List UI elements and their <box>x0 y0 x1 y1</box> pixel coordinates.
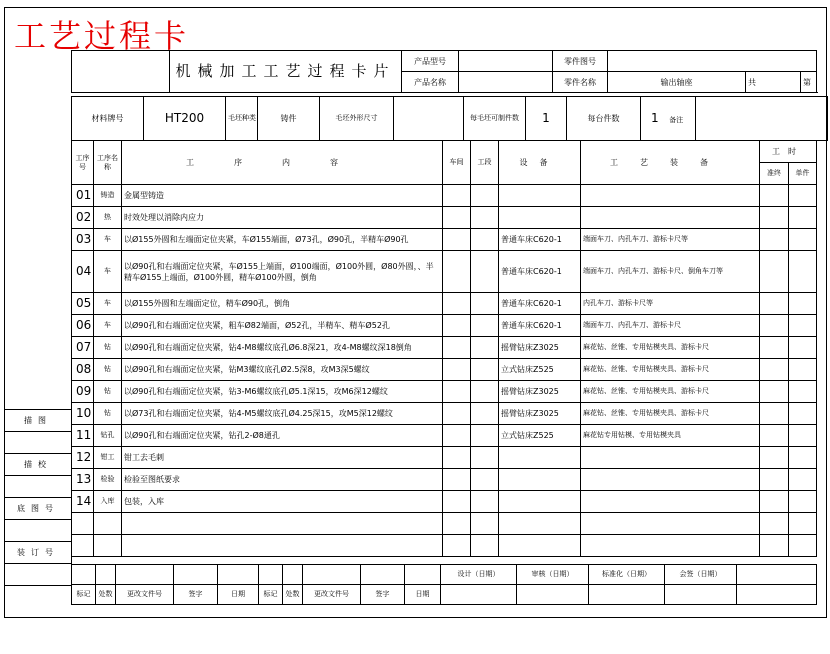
op-workshop <box>443 337 471 359</box>
op-number: 08 <box>72 359 94 381</box>
op-tooling: 端面车刀、内孔车刀、游标卡尺 <box>581 315 760 337</box>
op-tooling: 麻花钻、丝锥、专用钻模夹具、游标卡尺 <box>581 403 760 425</box>
footer-empty <box>96 565 116 585</box>
table-row <box>72 207 817 229</box>
op-content: 以Ø90孔和右端面定位夹紧，车Ø155上端面，Ø100端面，Ø100外圆，Ø80外圆，、半精车Ø155上端面，Ø100外圆，精车Ø100外圆，倒角 <box>122 251 443 293</box>
op-unit-time <box>789 251 817 293</box>
col-man-hours-header: 工时 <box>760 141 817 163</box>
empty-cell <box>499 513 581 535</box>
table-row <box>72 491 817 513</box>
standard-label: 标准化（日期） <box>589 565 665 585</box>
op-prep-time <box>760 185 789 207</box>
empty-cell <box>760 535 789 557</box>
op-number: 02 <box>72 207 94 229</box>
op-name: 钳工 <box>94 447 122 469</box>
op-name: 检验 <box>94 469 122 491</box>
left-empty <box>5 432 72 454</box>
table-row <box>72 359 817 381</box>
empty-cell <box>581 513 760 535</box>
footer-empty <box>665 585 737 605</box>
op-equipment: 摇臂钻床Z3025 <box>499 403 581 425</box>
empty-cell <box>499 535 581 557</box>
op-number: 13 <box>72 469 94 491</box>
op-equipment: 普通车床C620-1 <box>499 251 581 293</box>
col-section-header: 工段 <box>471 141 499 185</box>
col-seq-header: 工序号 <box>72 141 94 185</box>
op-workshop <box>443 491 471 513</box>
mark-label-2: 标记 <box>259 585 283 605</box>
op-section <box>471 337 499 359</box>
date-label: 日期 <box>218 585 259 605</box>
footer-empty <box>303 565 361 585</box>
table-row <box>72 469 817 491</box>
op-workshop <box>443 229 471 251</box>
parts-per-unit-label: 每台件数 <box>567 97 641 141</box>
op-tooling: 麻花钻、丝锥、专用钻模夹具、游标卡尺 <box>581 381 760 403</box>
material-row <box>71 96 828 141</box>
op-section <box>471 425 499 447</box>
op-section <box>471 251 499 293</box>
op-section <box>471 403 499 425</box>
parts-per-unit-cell <box>641 97 696 141</box>
col-prep-header: 准终 <box>760 163 789 185</box>
empty-cell <box>72 535 94 557</box>
op-section <box>471 447 499 469</box>
op-content: 钳工去毛刺 <box>122 447 443 469</box>
date-label-2: 日期 <box>405 585 441 605</box>
card-footer <box>71 564 817 605</box>
op-section <box>471 229 499 251</box>
page-heading: 工艺过程卡 <box>14 17 190 55</box>
op-number: 12 <box>72 447 94 469</box>
op-workshop <box>443 425 471 447</box>
part-name-value: 输出轴座 <box>608 72 746 93</box>
op-unit-time <box>789 207 817 229</box>
op-number: 09 <box>72 381 94 403</box>
op-workshop <box>443 381 471 403</box>
op-unit-time <box>789 491 817 513</box>
op-tooling <box>581 207 760 229</box>
op-prep-time <box>760 359 789 381</box>
op-name: 铸造 <box>94 185 122 207</box>
empty-cell <box>443 513 471 535</box>
op-unit-time <box>789 337 817 359</box>
op-section <box>471 381 499 403</box>
op-name: 热 <box>94 207 122 229</box>
footer-empty <box>589 585 665 605</box>
part-drawing-no-label: 零件图号 <box>553 51 608 72</box>
empty-cell <box>443 535 471 557</box>
table-row <box>72 337 817 359</box>
product-name-value <box>459 72 553 93</box>
footer-empty <box>737 585 817 605</box>
op-section <box>471 491 499 513</box>
op-unit-time <box>789 381 817 403</box>
op-name: 车 <box>94 293 122 315</box>
op-unit-time <box>789 315 817 337</box>
op-name: 车 <box>94 315 122 337</box>
table-row <box>72 229 817 251</box>
op-number: 06 <box>72 315 94 337</box>
op-prep-time <box>760 251 789 293</box>
which-label: 第 <box>803 77 811 87</box>
empty-cell <box>581 535 760 557</box>
op-content: 以Ø155外圆和左端面定位，精车Ø90孔，倒角 <box>122 293 443 315</box>
col-workshop-header: 车间 <box>443 141 471 185</box>
sign-label: 会签（日期） <box>665 565 737 585</box>
table-row <box>72 381 817 403</box>
op-equipment: 普通车床C620-1 <box>499 229 581 251</box>
left-signoff-block <box>4 409 72 586</box>
op-unit-time <box>789 447 817 469</box>
op-tooling: 麻花钻专用钻模、专用钻模夹具 <box>581 425 760 447</box>
op-content: 以Ø90孔和右端面定位夹紧，钻M3螺纹底孔Ø2.5深8，攻M3深5螺纹 <box>122 359 443 381</box>
table-row <box>72 447 817 469</box>
op-content: 以Ø73孔和右端面定位夹紧，钻4-M5螺纹底孔Ø4.25深15，攻M5深12螺纹 <box>122 403 443 425</box>
card-title: 机械加工工艺过程卡片 <box>170 51 402 93</box>
operations-body <box>72 185 817 557</box>
footer-empty <box>72 565 96 585</box>
remarks-value <box>696 97 828 141</box>
op-equipment <box>499 469 581 491</box>
footer-empty <box>405 565 441 585</box>
op-prep-time <box>760 425 789 447</box>
op-workshop <box>443 359 471 381</box>
col-name-header: 工序名称 <box>94 141 122 185</box>
footer-empty <box>218 565 259 585</box>
op-unit-time <box>789 185 817 207</box>
op-number: 07 <box>72 337 94 359</box>
op-workshop <box>443 469 471 491</box>
op-number: 03 <box>72 229 94 251</box>
part-drawing-no-value <box>608 51 817 72</box>
op-content: 以Ø90孔和右端面定位夹紧，钻4-M8螺纹底孔Ø6.8深21，攻4-M8螺纹深18倒角 <box>122 337 443 359</box>
op-name: 钻 <box>94 337 122 359</box>
op-prep-time <box>760 469 789 491</box>
op-prep-time <box>760 491 789 513</box>
material-grade-value: HT200 <box>144 97 226 141</box>
blank-type-value: 铸件 <box>258 97 320 141</box>
op-prep-time <box>760 447 789 469</box>
op-unit-time <box>789 293 817 315</box>
op-unit-time <box>789 359 817 381</box>
empty-cell <box>471 513 499 535</box>
col-unit-header: 单件 <box>789 163 817 185</box>
op-tooling <box>581 491 760 513</box>
empty-cell <box>94 513 122 535</box>
footer-empty <box>174 565 218 585</box>
empty-cell <box>789 535 817 557</box>
op-workshop <box>443 251 471 293</box>
blank-type-label: 毛坯种类 <box>226 97 258 141</box>
op-number: 10 <box>72 403 94 425</box>
op-prep-time <box>760 315 789 337</box>
op-equipment: 普通车床C620-1 <box>499 293 581 315</box>
op-workshop <box>443 185 471 207</box>
op-content: 金属型铸造 <box>122 185 443 207</box>
op-workshop <box>443 447 471 469</box>
op-number: 14 <box>72 491 94 513</box>
op-name: 车 <box>94 229 122 251</box>
op-equipment <box>499 207 581 229</box>
op-unit-time <box>789 403 817 425</box>
empty-cell <box>471 535 499 557</box>
table-row <box>72 185 817 207</box>
op-number: 05 <box>72 293 94 315</box>
col-content-header: 工序内容 <box>122 141 443 185</box>
empty-cell <box>122 513 443 535</box>
op-content: 检验至图纸要求 <box>122 469 443 491</box>
op-content: 以Ø90孔和右端面定位夹紧，钻3-M6螺纹底孔Ø5.1深15，攻M6深12螺纹 <box>122 381 443 403</box>
table-row <box>72 293 817 315</box>
footer-empty <box>441 585 517 605</box>
header-blank <box>72 51 170 93</box>
op-equipment <box>499 491 581 513</box>
op-content: 时效处理以消除内应力 <box>122 207 443 229</box>
table-row <box>72 535 817 557</box>
op-prep-time <box>760 337 789 359</box>
op-content: 以Ø90孔和右端面定位夹紧，钻孔2-Ø8通孔 <box>122 425 443 447</box>
op-unit-time <box>789 469 817 491</box>
op-section <box>471 185 499 207</box>
table-row <box>72 403 817 425</box>
op-equipment: 立式钻床Z525 <box>499 425 581 447</box>
op-workshop <box>443 207 471 229</box>
pieces-per-blank-value: 1 <box>526 97 567 141</box>
op-tooling: 麻花钻、丝锥、专用钻模夹具、游标卡尺 <box>581 337 760 359</box>
op-content: 以Ø155外圆和左端面定位夹紧，车Ø155端面，Ø73孔，Ø90孔，半精车Ø90孔 <box>122 229 443 251</box>
op-workshop <box>443 315 471 337</box>
left-label-binding: 装订号 <box>5 542 72 564</box>
op-prep-time <box>760 293 789 315</box>
op-name: 车 <box>94 251 122 293</box>
op-tooling <box>581 469 760 491</box>
left-label-base-drawing: 底图号 <box>5 498 72 520</box>
left-empty <box>5 476 72 498</box>
op-equipment <box>499 447 581 469</box>
blank-dims-label: 毛坯外形尺寸 <box>320 97 394 141</box>
op-name: 钻 <box>94 381 122 403</box>
op-prep-time <box>760 207 789 229</box>
op-content: 包装，入库 <box>122 491 443 513</box>
op-tooling: 麻花钻、丝锥、专用钻模夹具、游标卡尺 <box>581 359 760 381</box>
empty-cell <box>72 513 94 535</box>
footer-empty <box>116 565 174 585</box>
footer-empty <box>283 565 303 585</box>
op-prep-time <box>760 403 789 425</box>
op-name: 钻孔 <box>94 425 122 447</box>
op-tooling: 端面车刀、内孔车刀、游标卡尺等 <box>581 229 760 251</box>
footer-empty <box>737 565 817 585</box>
op-equipment <box>499 185 581 207</box>
table-row <box>72 425 817 447</box>
footer-empty <box>517 585 589 605</box>
op-name: 钻 <box>94 359 122 381</box>
left-empty <box>5 520 72 542</box>
review-label: 审核（日期） <box>517 565 589 585</box>
blank-dims-value <box>394 97 464 141</box>
count-label-2: 处数 <box>283 585 303 605</box>
op-tooling <box>581 447 760 469</box>
op-name: 钻 <box>94 403 122 425</box>
remarks-label: 备注 <box>669 115 684 124</box>
op-content: 以Ø90孔和右端面定位夹紧，粗车Ø82端面，Ø52孔，半精车、精车Ø52孔 <box>122 315 443 337</box>
op-number: 01 <box>72 185 94 207</box>
op-unit-time <box>789 425 817 447</box>
col-tooling-header: 工艺装备 <box>581 141 760 185</box>
op-equipment: 摇臂钻床Z3025 <box>499 337 581 359</box>
op-section <box>471 293 499 315</box>
pieces-per-blank-label: 每毛坯可制件数 <box>464 97 526 141</box>
op-prep-time <box>760 381 789 403</box>
empty-cell <box>789 513 817 535</box>
op-equipment: 立式钻床Z525 <box>499 359 581 381</box>
footer-empty <box>259 565 283 585</box>
empty-cell <box>94 535 122 557</box>
total-label: 共 <box>748 77 756 87</box>
change-doc-label: 更改文件号 <box>116 585 174 605</box>
op-equipment: 普通车床C620-1 <box>499 315 581 337</box>
change-doc-label-2: 更改文件号 <box>303 585 361 605</box>
op-section <box>471 207 499 229</box>
product-model-value <box>459 51 553 72</box>
empty-cell <box>760 513 789 535</box>
left-label-check: 描校 <box>5 454 72 476</box>
operations-table <box>71 140 817 557</box>
op-name: 入库 <box>94 491 122 513</box>
op-workshop <box>443 403 471 425</box>
op-unit-time <box>789 229 817 251</box>
card-header <box>71 50 817 93</box>
table-row <box>72 513 817 535</box>
parts-per-unit-value: 1 <box>651 110 659 125</box>
empty-cell <box>122 535 443 557</box>
op-prep-time <box>760 229 789 251</box>
op-tooling: 内孔车刀、游标卡尺等 <box>581 293 760 315</box>
count-label: 处数 <box>96 585 116 605</box>
signature-label: 签字 <box>174 585 218 605</box>
op-tooling: 端面车刀、内孔车刀、游标卡尺、倒角车刀等 <box>581 251 760 293</box>
op-section <box>471 315 499 337</box>
part-name-label: 零件名称 <box>553 72 608 93</box>
op-number: 04 <box>72 251 94 293</box>
page-total <box>746 72 801 93</box>
left-label-tracing: 描图 <box>5 410 72 432</box>
op-section <box>471 359 499 381</box>
table-row <box>72 251 817 293</box>
op-workshop <box>443 293 471 315</box>
op-tooling <box>581 185 760 207</box>
signature-label-2: 签字 <box>361 585 405 605</box>
op-section <box>471 469 499 491</box>
left-empty <box>5 564 72 586</box>
table-row <box>72 315 817 337</box>
design-label: 设计（日期） <box>441 565 517 585</box>
page-current <box>801 72 817 93</box>
op-number: 11 <box>72 425 94 447</box>
product-name-label: 产品名称 <box>402 72 459 93</box>
material-grade-label: 材料牌号 <box>72 97 144 141</box>
footer-empty <box>361 565 405 585</box>
product-model-label: 产品型号 <box>402 51 459 72</box>
mark-label: 标记 <box>72 585 96 605</box>
op-equipment: 摇臂钻床Z3025 <box>499 381 581 403</box>
col-equipment-header: 设备 <box>499 141 581 185</box>
